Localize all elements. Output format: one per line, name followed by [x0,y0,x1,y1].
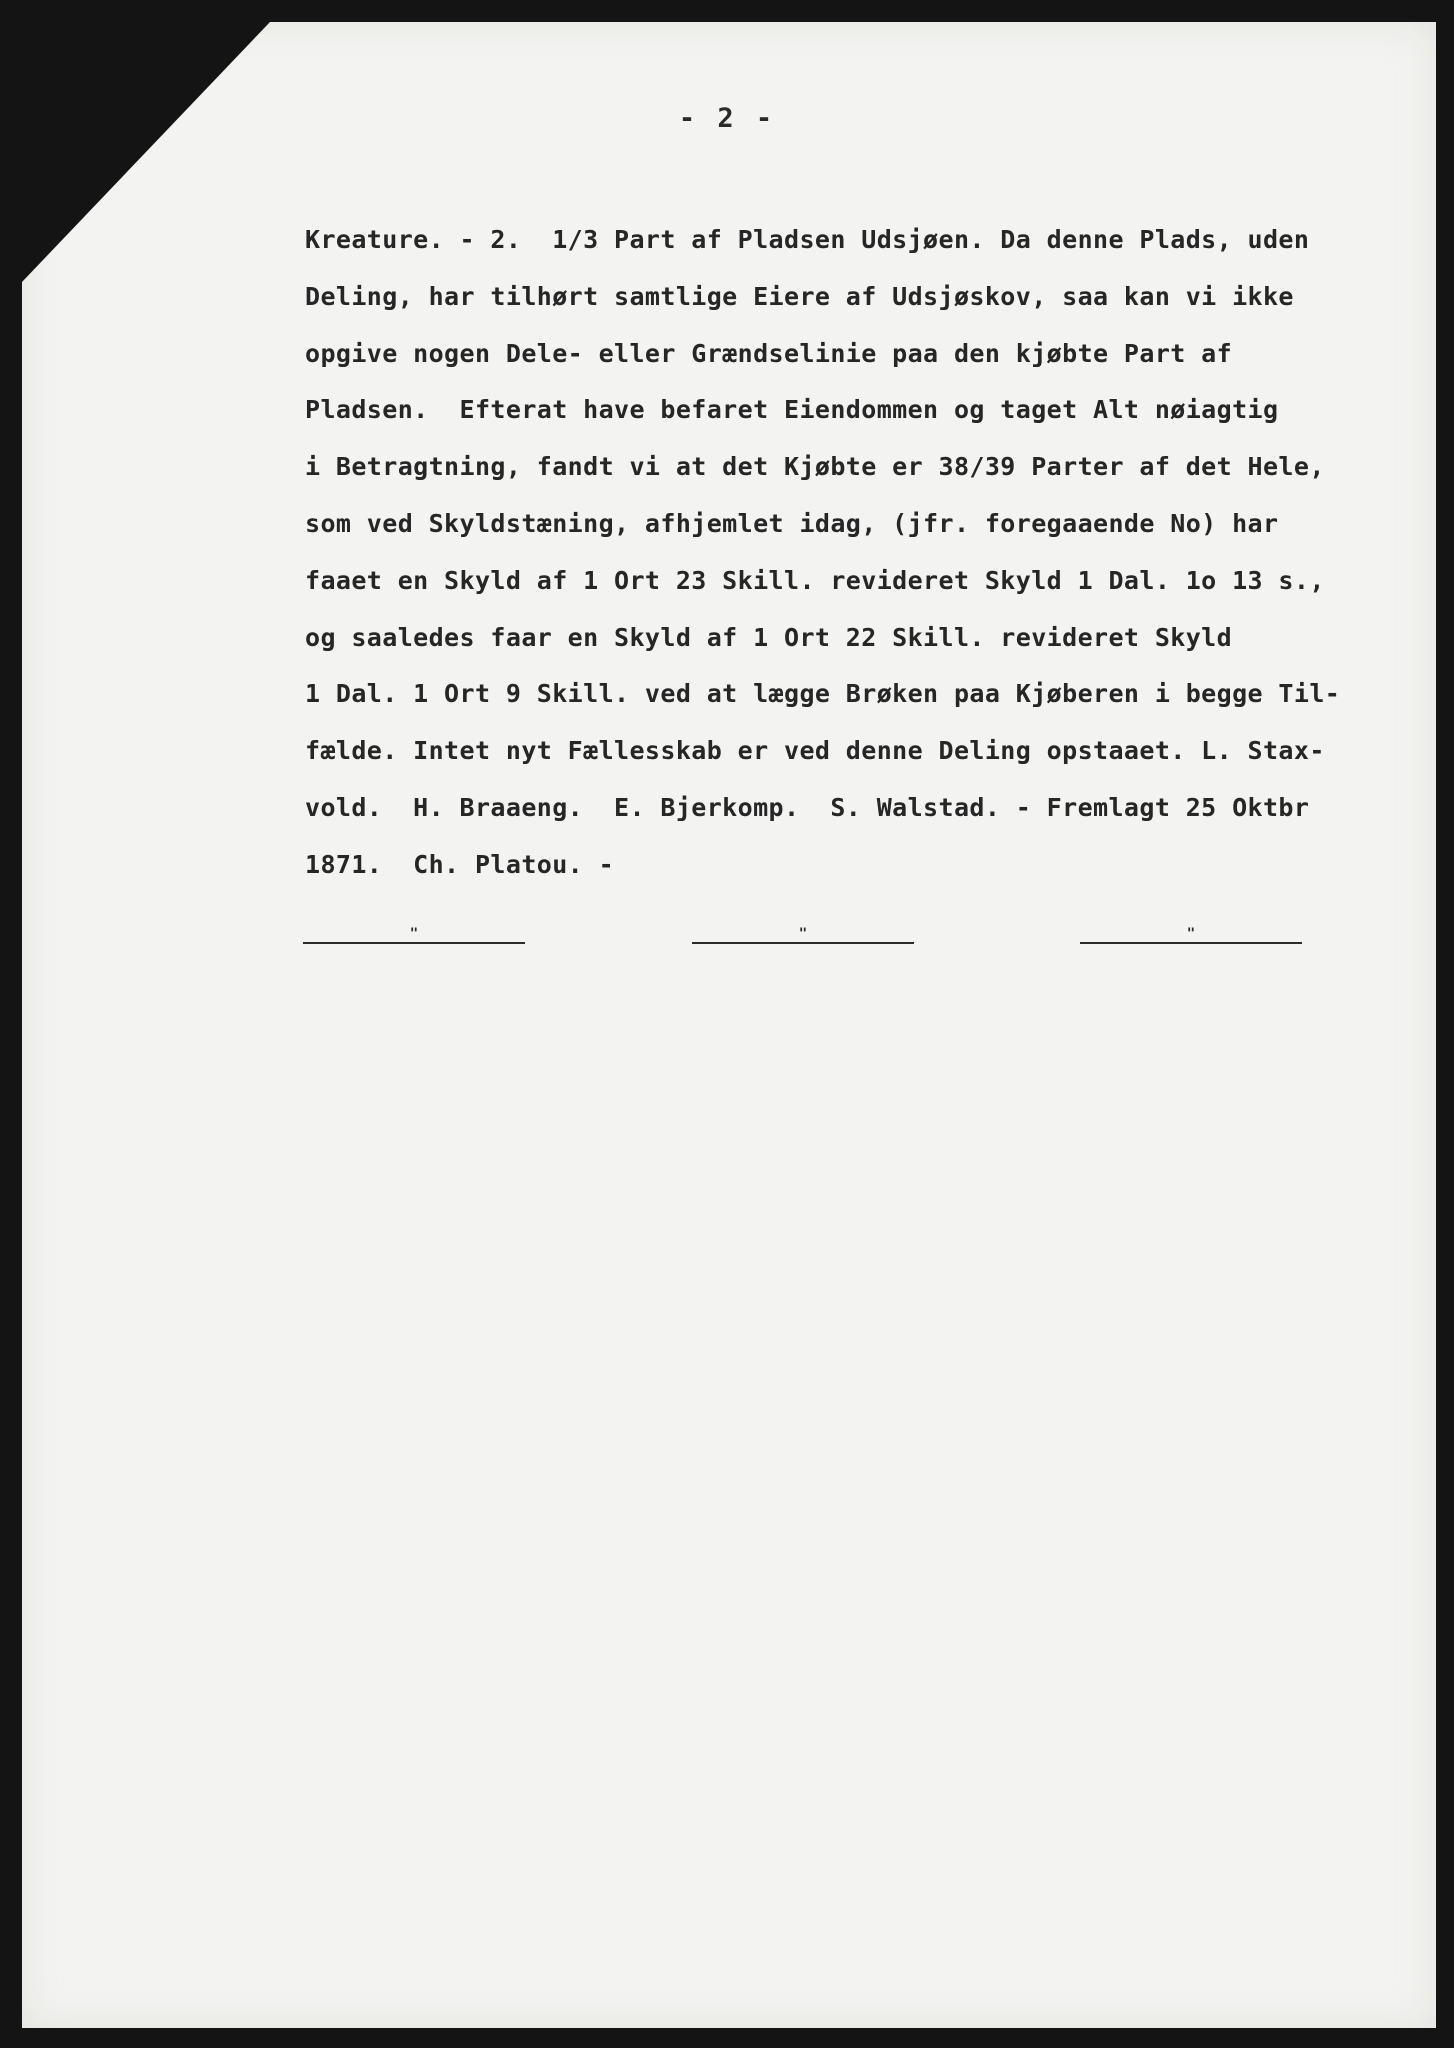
text-line: opgive nogen Dele- eller Grændselinie paa den kjøbte Part af [305,338,1233,368]
section-separator [692,928,914,944]
separator-mark: " [1186,926,1196,942]
page-number: - 2 - [678,103,776,134]
text-line: som ved Skyldstæning, afhjemlet idag, (jfr. foregaaende No) har [305,508,1279,538]
text-line: 1871. Ch. Platou. - [305,849,615,879]
body-text [305,212,1435,894]
text-line: 1 Dal. 1 Ort 9 Skill. ved at lægge Brøken paa Kjøberen i begge Til- [305,679,1341,709]
text-line: Deling, har tilhørt samtlige Eiere af Udsjøskov, saa kan vi ikke [305,281,1294,311]
text-line: Pladsen. Efterat have befaret Eiendommen og taget Alt nøiagtig [305,395,1279,425]
separator-mark: " [409,926,419,942]
section-separator [1080,928,1302,944]
text-line: fælde. Intet nyt Fællesskab er ved denne Deling opstaaet. L. Stax- [305,736,1325,766]
text-line: i Betragtning, fandt vi at det Kjøbte er 38/39 Parter af det Hele, [305,452,1325,482]
text-line: faaet en Skyld af 1 Ort 23 Skill. revideret Skyld 1 Dal. 1o 13 s., [305,565,1325,595]
text-line: og saaledes faar en Skyld af 1 Ort 22 Skill. revideret Skyld [305,622,1233,652]
text-line: vold. H. Braaeng. E. Bjerkomp. S. Walstad. - Fremlagt 25 Oktbr [305,792,1310,822]
text-line: Kreature. - 2. 1/3 Part af Pladsen Udsjøen. Da denne Plads, uden [305,225,1310,254]
section-separator [303,928,525,944]
separator-mark: " [798,926,808,942]
